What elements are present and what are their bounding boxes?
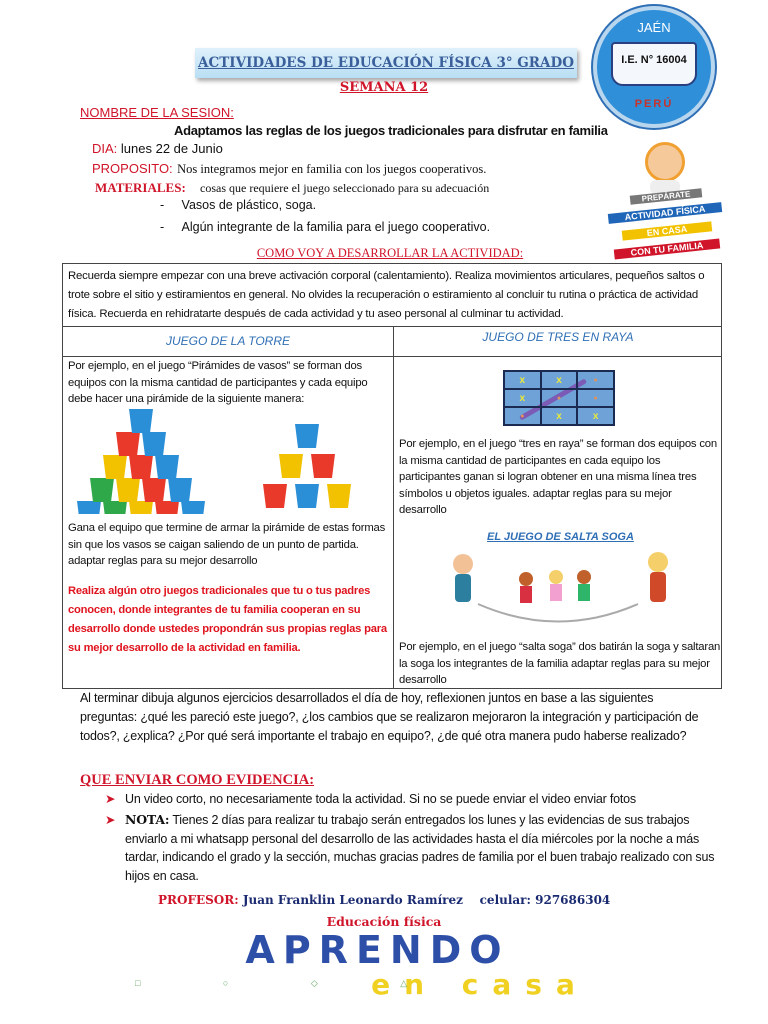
cup-icon [103,455,127,479]
cup-icon [103,501,127,514]
x-mark: x [541,407,578,425]
note-text: Tienes 2 días para realizar tu trabajo serán entregados los lunes y las evidencias de sus trabajos enviarlo a mi whatsapp personal del desarrollo de las actividades hasta el día miércoles por la noche a más tardar, indicando el grado y la sección, muchas gracias padres de familia por el buen trabajo realizado con sus hijos en casa. [125,813,715,883]
badge-line-4: CON TU FAMILIA [614,238,720,259]
day-value: lunes 22 de Junio [120,141,223,156]
activity-heading: COMO VOY A DESARROLLAR LA ACTIVIDAD: [256,246,524,260]
note-label: NOTA: [125,812,170,827]
logo-bottom-text: PERÚ [634,98,674,110]
soga-title: EL JUEGO DE SALTA SOGA [487,531,634,543]
aprendo-logo-bottom: en casa [371,968,589,1001]
material-item-text: Vasos de plástico, soga. [181,198,317,212]
cup-icon [142,432,166,456]
raya-title: JUEGO DE TRES EN RAYA [482,330,634,344]
phone-label: celular: [479,893,531,907]
cup-pyramids-image [73,409,373,514]
torre-red-text: Realiza algún otro juegos tradicionales que tu o tus padres conocen, donde integrantes de tu familia cooperan en su desarrollo donde ustedes propondrán sus propias reglas para su mejor desarrollo de la actividad en familia. [68,585,387,654]
arrow-bullet-icon: ➤ [105,813,116,827]
shape-icons: □ ○ ◇ △ [135,978,448,988]
o-mark: ● [577,389,614,407]
school-logo [593,6,715,128]
material-item: - Vasos de plástico, soga. [160,198,317,212]
torre-title: JUEGO DE LA TORRE [165,334,291,348]
cup-icon [279,454,303,478]
o-mark: ● [541,389,578,407]
cup-icon [155,455,179,479]
document-title: ACTIVIDADES DE EDUCACIÓN FÍSICA 3° GRADO [195,48,577,78]
day-row [92,141,223,156]
cup-icon [295,484,319,508]
week-label: SEMANA 12 [339,80,429,95]
teacher-name: Juan Franklin Leonardo Ramírez [242,893,463,907]
purpose-label: PROPOSITO: [92,161,173,176]
teacher-label: PROFESOR: [158,893,239,907]
evidence-note [125,811,720,885]
cup-icon [90,478,114,502]
logo-center-text: I.E. N° 16004 [621,54,687,66]
intro-text: Recuerda siempre empezar con una breve activación corporal (calentamiento). Realiza movimientos articulares, pequeños saltos o trote sobre el sitio y estiramientos en general. No olvides la recuperación o estiramiento al concluir tu rutina o práctica de actividad física. Recuerda en rehidratarte después de cada actividad y tu aseo personal al culminar tu actividad. [68,270,705,320]
cup-icon [327,484,351,508]
cup-icon [116,478,140,502]
reflection-text: Al terminar dibuja algunos ejercicios desarrollados el día de hoy, reflexionen juntos en base a las siguientes preguntas: ¿qué les pareció este juego?, ¿los cambios que se realizaron mejoraron la integración y participación de todos?, ¿explica? ¿Por qué será importante el trabajo en equipo?, ¿de qué otra manera pudo haberse realizado? [80,691,699,743]
logo-top-text: JAÉN [637,20,671,35]
x-mark: x [541,371,578,389]
material-item-text: Algún integrante de la familia para el juego cooperativo. [181,220,491,234]
evidence-heading: QUE ENVIAR COMO EVIDENCIA: [80,772,315,788]
badge-line-2: ACTIVIDAD FÍSICA [608,202,722,224]
preparate-badge [600,140,730,260]
cup-icon [77,501,101,514]
cup-icon [129,455,153,479]
cup-icon [168,478,192,502]
evidence-item: Un video corto, no necesariamente toda la actividad. Si no se puede enviar el video enviar fotos [125,792,636,806]
badge-line-3: EN CASA [622,221,713,240]
jump-rope-illustration [438,549,683,631]
phone-number: 927686304 [535,893,611,907]
materials-value: cosas que requiere el juego seleccionado para su adecuación [200,181,490,195]
cup-icon [311,454,335,478]
raya-text: Por ejemplo, en el juego “tres en raya” se forman dos equipos con la misma cantidad de participantes en cada equipo los participantes ganan si logran obtener en una misma línea tres símbolos u objetos iguales. adaptar reglas para su mejor desarrollo [399,438,717,516]
activity-table [62,263,722,689]
session-name-label: NOMBRE DE LA SESION: [80,105,234,120]
cup-icon [142,478,166,502]
torre-win-text: Gana el equipo que termine de armar la pirámide de estas formas sin que los vasos se caigan saliendo de un punto de partida. adaptar reglas para su mejor desarrollo [68,522,386,567]
purpose-row [92,160,486,178]
tic-tac-toe-marks [503,370,615,426]
day-label: DIA: [92,141,118,156]
torre-text: Por ejemplo, en el juego “Pirámides de vasos” se forman dos equipos con la misma cantidad de participantes y cada equipo debe hacer una pirámide de la siguiente manera: [68,360,368,405]
materials-label: MATERIALES: [95,180,186,195]
cup-icon [129,501,153,514]
cup-icon [155,501,179,514]
cups-illustration [73,409,373,514]
x-mark: x [504,371,541,389]
arrow-bullet-icon: ➤ [105,792,116,806]
material-item: - Algún integrante de la familia para el juego cooperativo. [160,220,491,234]
cup-icon [116,432,140,456]
teacher-line [158,893,610,907]
cup-icon [181,501,205,514]
x-mark: x [577,407,614,425]
soga-text: Por ejemplo, en el juego “salta soga” dos batirán la soga y saltaran la soga los integrantes de la familia adaptar reglas para su mejor desarrollo [399,641,721,686]
purpose-value: Nos integramos mejor en familia con los juegos cooperativos. [177,162,487,176]
session-name: Adaptamos las reglas de los juegos tradicionales para disfrutar en familia [174,123,608,138]
badge-line-1: PREPÁRATE [630,188,703,204]
cup-icon [295,424,319,448]
cup-icon [129,409,153,433]
o-mark: ● [577,371,614,389]
x-mark: x [504,389,541,407]
subject-label: Educación física [326,914,442,929]
child-illustration [645,142,685,182]
o-mark: ● [504,407,541,425]
aprendo-logo-top: APRENDO [245,928,510,972]
cup-icon [263,484,287,508]
